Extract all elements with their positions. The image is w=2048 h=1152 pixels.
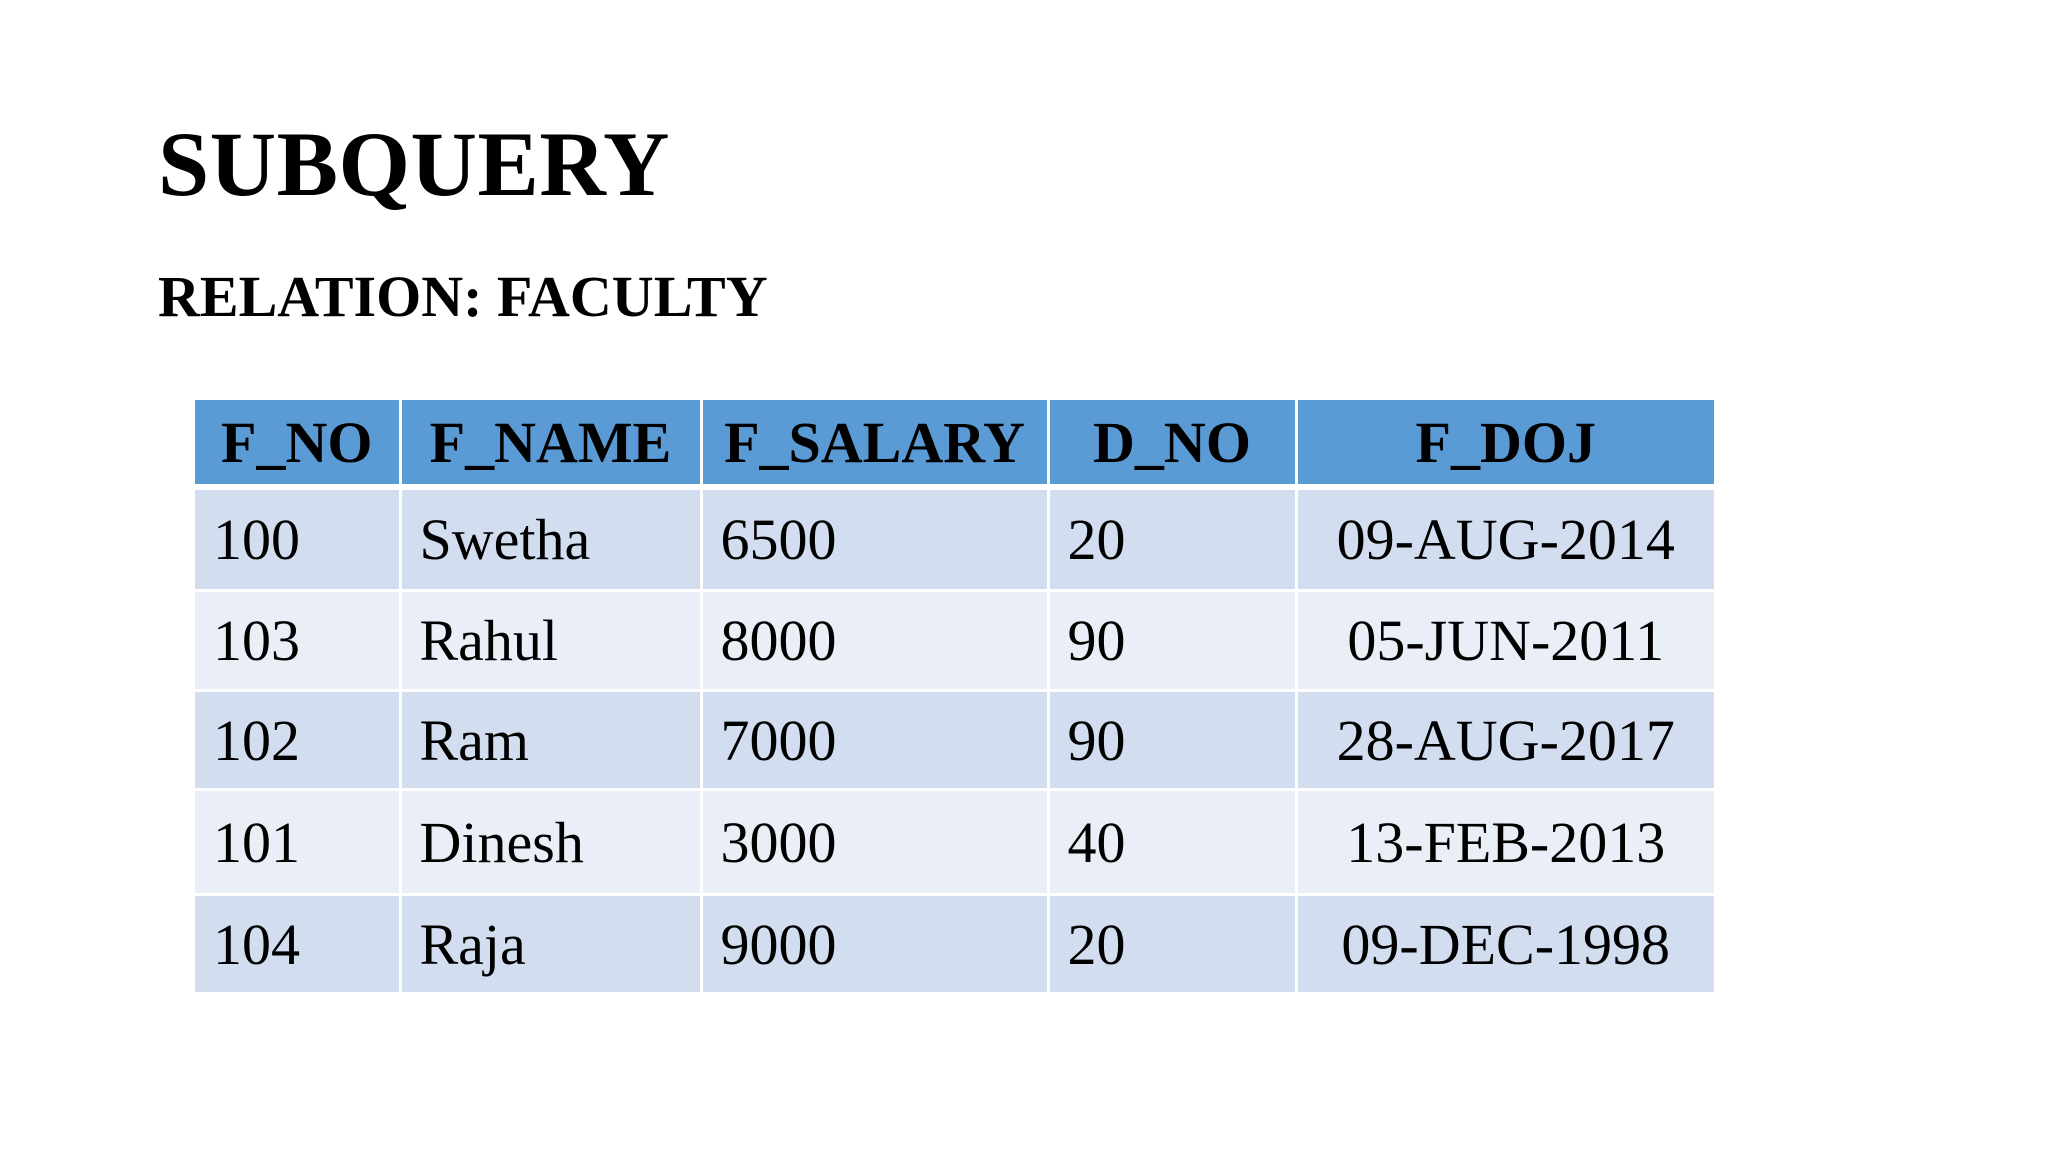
cell-f-salary: 7000: [701, 691, 1048, 790]
cell-f-salary: 6500: [701, 487, 1048, 591]
table-row: [195, 790, 1714, 895]
cell-f-doj: 05-JUN-2011: [1296, 591, 1714, 691]
cell-f-name: Swetha: [400, 487, 701, 591]
column-header-f-doj: F_DOJ: [1296, 400, 1714, 487]
cell-f-salary: 9000: [701, 895, 1048, 994]
slide-subtitle: RELATION: FACULTY: [158, 264, 768, 329]
cell-f-no: 102: [195, 691, 400, 790]
cell-f-name: Raja: [400, 895, 701, 994]
table-row: [195, 691, 1714, 790]
cell-f-name: Dinesh: [400, 790, 701, 895]
column-header-f-no: F_NO: [195, 400, 400, 487]
cell-f-no: 100: [195, 487, 400, 591]
cell-f-no: 103: [195, 591, 400, 691]
cell-f-salary: 3000: [701, 790, 1048, 895]
cell-f-doj: 28-AUG-2017: [1296, 691, 1714, 790]
cell-d-no: 20: [1048, 895, 1296, 994]
cell-f-no: 104: [195, 895, 400, 994]
faculty-table: [195, 400, 1714, 995]
cell-d-no: 40: [1048, 790, 1296, 895]
column-header-d-no: D_NO: [1048, 400, 1296, 487]
table-header-row: [195, 400, 1714, 487]
slide-title: SUBQUERY: [158, 113, 670, 215]
cell-f-doj: 09-AUG-2014: [1296, 487, 1714, 591]
column-header-f-name: F_NAME: [400, 400, 701, 487]
cell-f-name: Ram: [400, 691, 701, 790]
cell-f-salary: 8000: [701, 591, 1048, 691]
cell-f-doj: 13-FEB-2013: [1296, 790, 1714, 895]
cell-d-no: 90: [1048, 691, 1296, 790]
cell-f-doj: 09-DEC-1998: [1296, 895, 1714, 994]
cell-f-name: Rahul: [400, 591, 701, 691]
table-row: [195, 591, 1714, 691]
cell-f-no: 101: [195, 790, 400, 895]
cell-d-no: 90: [1048, 591, 1296, 691]
cell-d-no: 20: [1048, 487, 1296, 591]
column-header-f-salary: F_SALARY: [701, 400, 1048, 487]
table-row: [195, 895, 1714, 994]
table-row: [195, 487, 1714, 591]
